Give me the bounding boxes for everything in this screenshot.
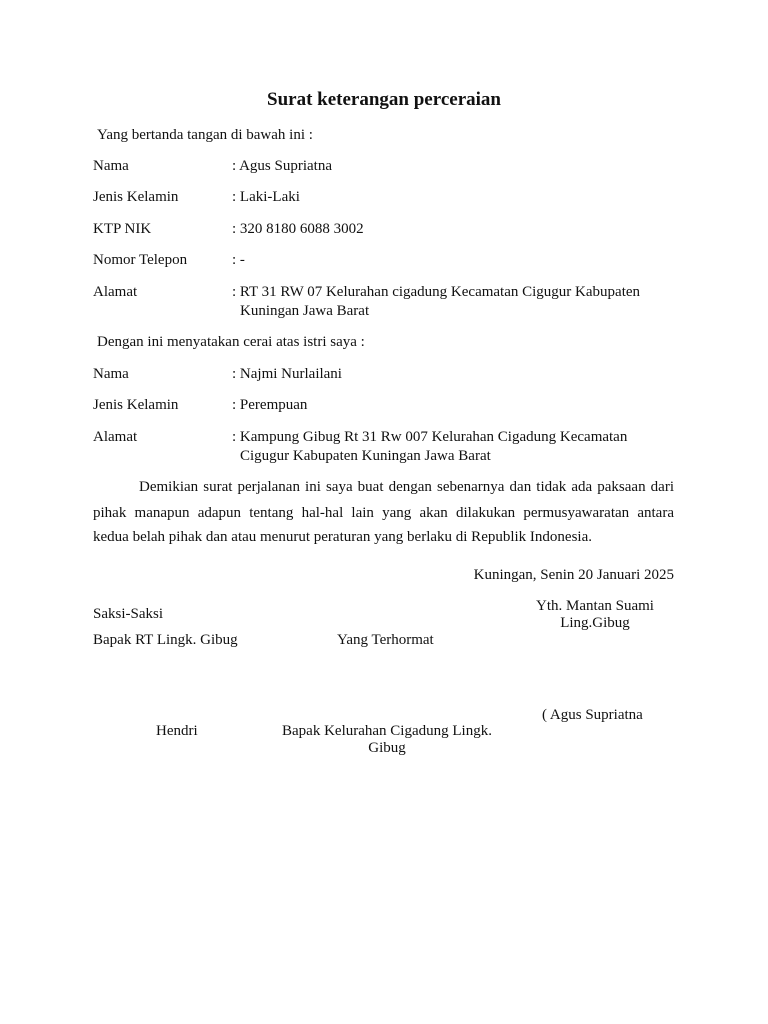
statement-text: Dengan ini menyatakan cerai atas istri saya : <box>97 334 365 350</box>
husband-name-label: Nama <box>93 158 129 174</box>
wife-address-label: Alamat <box>93 429 138 445</box>
husband-nik-label: KTP NIK <box>93 221 152 237</box>
husband-gender-label: Jenis Kelamin <box>93 189 179 205</box>
kelurahan-label-line2: Gibug <box>368 740 406 756</box>
ex-husband-name: ( Agus Supriatna <box>542 707 643 723</box>
closing-line-2: pihak manapun adapun tentang hal-hal lain yang akan dilakukan permusyawaratan antara <box>93 505 674 521</box>
husband-phone-value: : - <box>232 252 245 268</box>
husband-nik-value: : 320 8180 6088 3002 <box>232 221 364 237</box>
closing-line-1: Demikian surat perjalanan ini saya buat dengan sebenarnya dan tidak ada paksaan dari <box>139 479 674 495</box>
husband-address-line2: Kuningan Jawa Barat <box>240 303 370 319</box>
witnesses-label: Saksi-Saksi <box>93 606 164 622</box>
wife-gender-label: Jenis Kelamin <box>93 397 179 413</box>
rt-label: Bapak RT Lingk. Gibug <box>93 632 238 648</box>
husband-gender-value: : Laki-Laki <box>232 189 300 205</box>
rt-name: Hendri <box>156 723 198 739</box>
closing-line-3: kedua belah pihak dan atau menurut peraturan yang berlaku di Republik Indonesia. <box>93 529 592 545</box>
husband-name-value: : Agus Supriatna <box>232 158 332 174</box>
wife-gender-value: : Perempuan <box>232 397 308 413</box>
respected-label: Yang Terhormat <box>337 632 434 648</box>
intro-text: Yang bertanda tangan di bawah ini : <box>97 127 313 143</box>
kelurahan-label-line1: Bapak Kelurahan Cigadung Lingk. <box>282 723 492 739</box>
document-title: Surat keterangan perceraian <box>267 89 501 110</box>
wife-address-line2: Cigugur Kabupaten Kuningan Jawa Barat <box>240 448 491 464</box>
wife-address-line1: : Kampung Gibug Rt 31 Rw 007 Kelurahan Cigadung Kecamatan <box>232 429 628 445</box>
husband-address-label: Alamat <box>93 284 138 300</box>
husband-phone-label: Nomor Telepon <box>93 252 188 268</box>
husband-address-line1: : RT 31 RW 07 Kelurahan cigadung Kecamatan Cigugur Kabupaten <box>232 284 641 300</box>
ex-husband-label-line2: Ling.Gibug <box>560 615 630 631</box>
place-date: Kuningan, Senin 20 Januari 2025 <box>473 567 674 583</box>
wife-name-value: : Najmi Nurlailani <box>232 366 342 382</box>
ex-husband-label-line1: Yth. Mantan Suami <box>536 598 654 614</box>
wife-name-label: Nama <box>93 366 129 382</box>
